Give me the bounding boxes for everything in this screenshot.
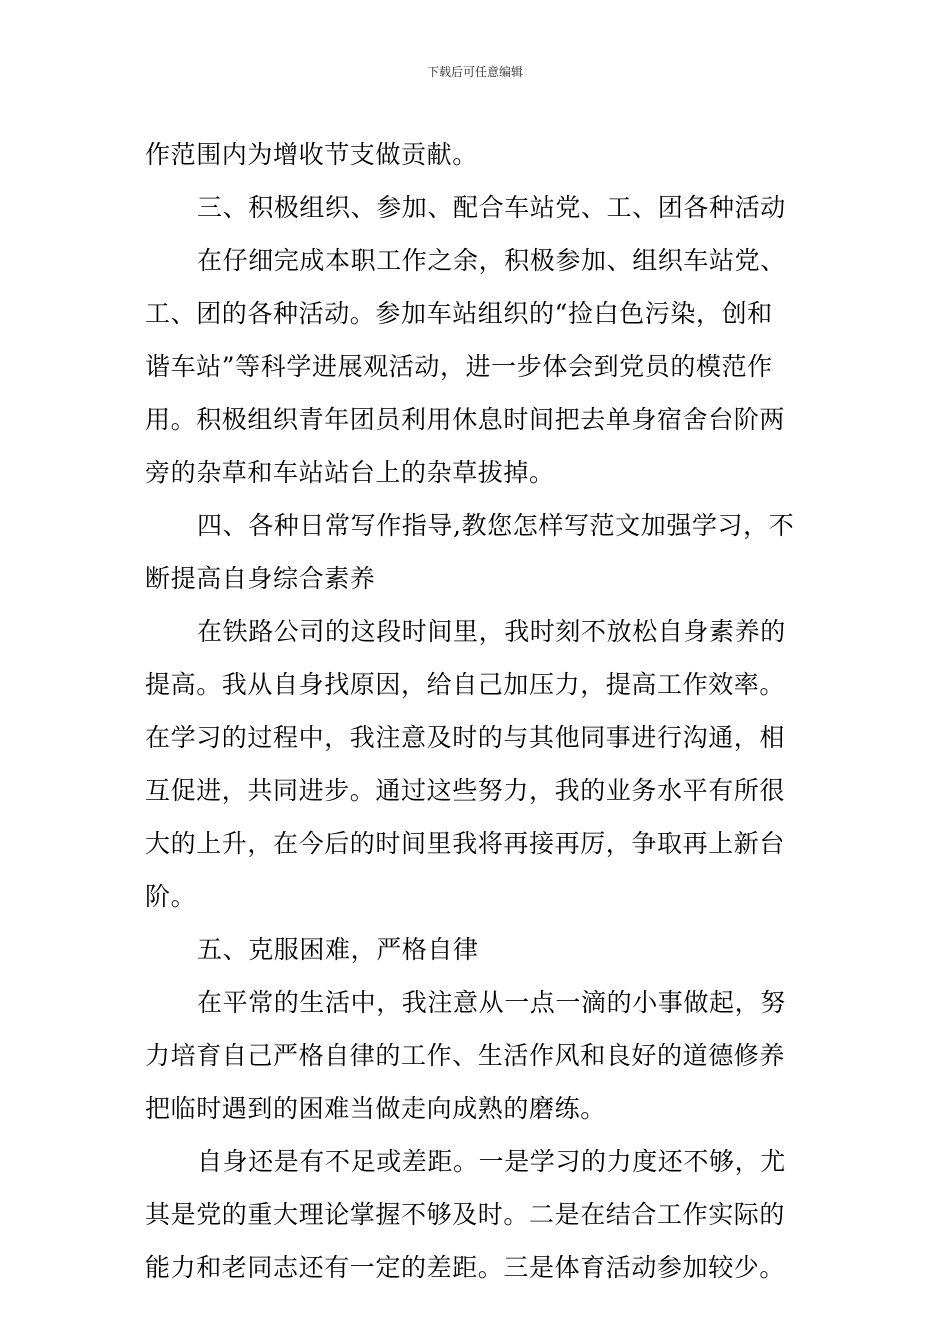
section-heading: 三、积极组织、参加、配合车站党、工、团各种活动 (197, 193, 786, 222)
section-heading: 四、各种日常写作指导,教您怎样写范文加强学习，不 (197, 511, 795, 540)
text-line: 大的上升，在今后的时间里我将再接再厉，争取再上新台 (145, 829, 786, 858)
text-line: 其是党的重大理论掌握不够及时。二是在结合工作实际的 (145, 1200, 786, 1229)
page-header: 下载后可任意编辑 (426, 65, 523, 79)
text-line: 在平常的生活中，我注意从一点一滴的小事做起，努 (197, 988, 786, 1017)
text-line: 能力和老同志还有一定的差距。三是体育活动参加较少。 (145, 1253, 786, 1282)
text-line: 把临时遇到的困难当做走向成熟的磨练。 (145, 1094, 606, 1123)
text-line: 互促进，共同进步。通过这些努力，我的业务水平有所很 (145, 776, 786, 805)
text-line: 在仔细完成本职工作之余，积极参加、组织车站党、 (197, 246, 786, 275)
text-line: 旁的杂草和车站站台上的杂草拔掉。 (145, 458, 555, 487)
text-line: 阶。 (145, 882, 197, 911)
text-line: 工、团的各种活动。参加车站组织的“捡白色污染，创和 (145, 299, 773, 328)
text-line: 谐车站”等科学进展观活动，进一步体会到党员的模范作 (145, 352, 773, 381)
section-heading: 五、克服困难，严格自律 (197, 935, 479, 964)
document-body (145, 128, 810, 1294)
text-line: 作范围内为增收节支做贡献。 (145, 140, 478, 169)
text-line: 用。积极组织青年团员利用休息时间把去单身宿舍台阶两 (145, 405, 786, 434)
text-line: 自身还是有不足或差距。一是学习的力度还不够，尤 (197, 1147, 786, 1176)
text-line: 在学习的过程中，我注意及时的与其他同事进行沟通，相 (145, 723, 786, 752)
text-line: 力培育自己严格自律的工作、生活作风和良好的道德修养 (145, 1041, 786, 1070)
text-line: 提高。我从自身找原因，给自己加压力，提高工作效率。 (145, 670, 786, 699)
section-heading-continued: 断提高自身综合素养 (145, 564, 376, 593)
text-line: 在铁路公司的这段时间里，我时刻不放松自身素养的 (197, 617, 786, 646)
